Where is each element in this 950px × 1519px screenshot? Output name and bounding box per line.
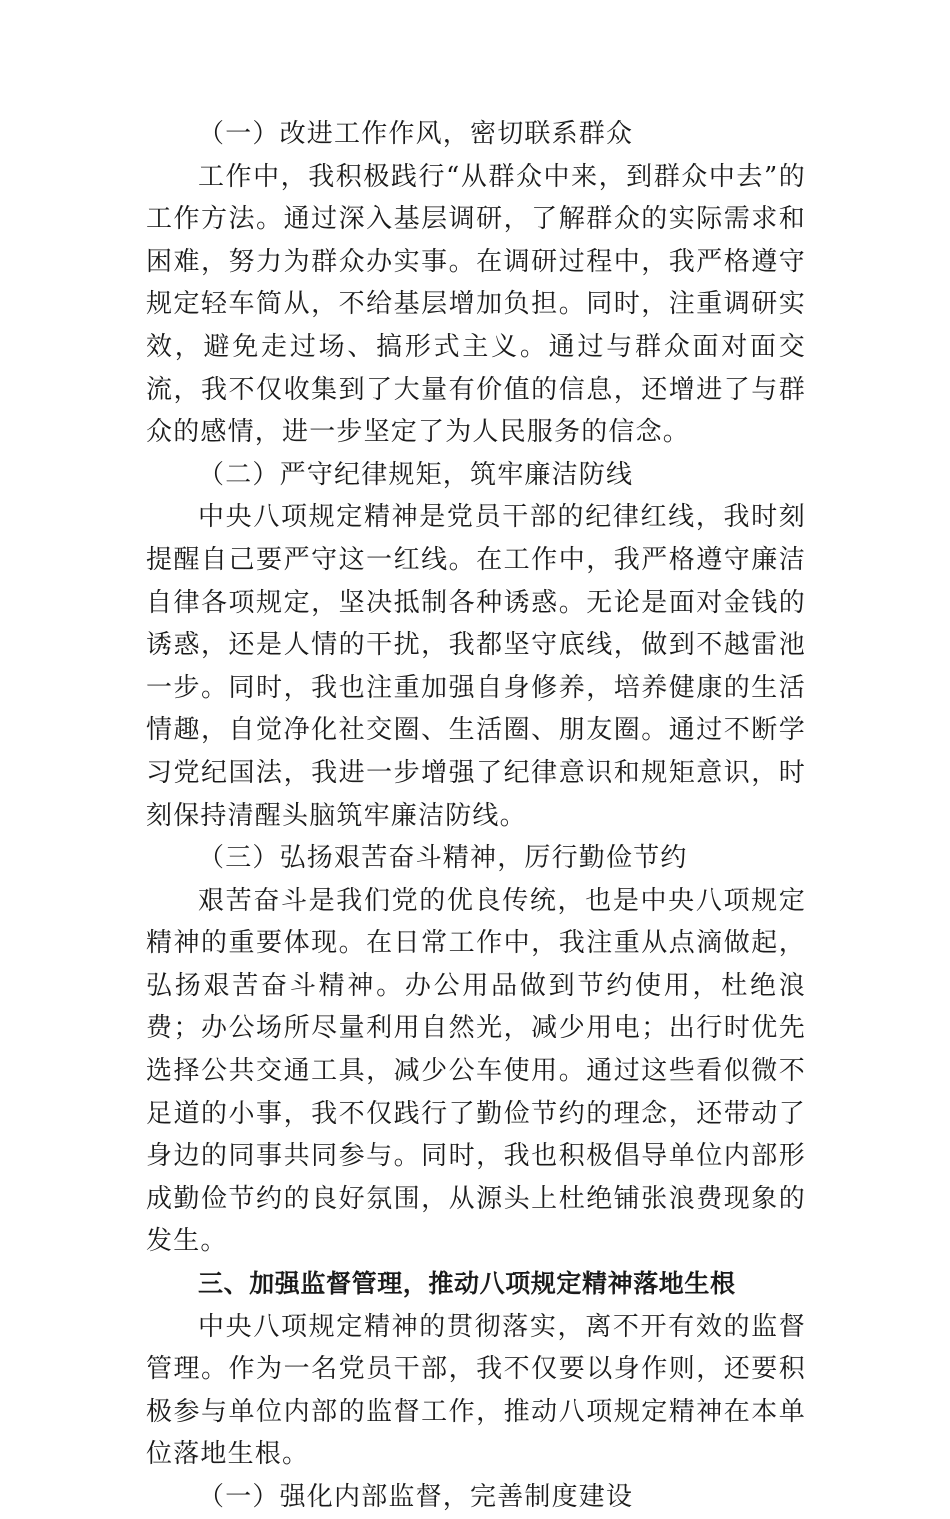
paragraph-improve-work-style: 工作中，我积极践行“从群众中来，到群众中去”的工作方法。通过深入基层调研，了解群众的实际需求和困难，努力为群众办实事。在调研过程中，我严格遵守规定轻车简从，不给基层增加负担。同时，注重调研实效，避免走过场、搞形式主义。通过与群众面对面交流，我不仅收集到了大量有价值的信息，还增进了与群众的感情，进一步坚定了为人民服务的信念。 [146,161,806,448]
subsection-heading-frugality: （三）弘扬艰苦奋斗精神，厉行勤俭节约 [198,843,688,874]
subsection-heading-internal-supervision: （一）强化内部监督，完善制度建设 [198,1482,634,1512]
paragraph-supervision: 中央八项规定精神的贯彻落实，离不开有效的监督管理。作为一名党员干部，我不仅要以身作则，还要积极参与单位内部的监督工作，推动八项规定精神在本单位落地生根。 [146,1311,806,1470]
paragraph-frugality: 艰苦奋斗是我们党的优良传统，也是中央八项规定精神的重要体现。在日常工作中，我注重从点滴做起，弘扬艰苦奋斗精神。办公用品做到节约使用，杜绝浪费；办公场所尽量利用自然光，减少用电；出行时优先选择公共交通工具，减少公车使用。通过这些看似微不足道的小事，我不仅践行了勤俭节约的理念，还带动了身边的同事共同参与。同时，我也积极倡导单位内部形成勤俭节约的良好氛围，从源头上杜绝铺张浪费现象的发生。 [146,885,806,1257]
section-heading-supervision: 三、加强监督管理，推动八项规定精神落地生根 [198,1269,736,1299]
subsection-heading-discipline: （二）严守纪律规矩，筑牢廉洁防线 [198,459,634,490]
document-body [146,113,806,1519]
subsection-heading-improve-work-style: （一）改进工作作风，密切联系群众 [198,119,634,149]
paragraph-discipline: 中央八项规定精神是党员干部的纪律红线，我时刻提醒自己要严守这一红线。在工作中，我严格遵守廉洁自律各项规定，坚决抵制各种诱惑。无论是面对金钱的诱惑，还是人情的干扰，我都坚守底线，做到不越雷池一步。同时，我也注重加强自身修养，培养健康的生活情趣，自觉净化社交圈、生活圈、朋友圈。通过不断学习党纪国法，我进一步增强了纪律意识和规矩意识，时刻保持清醒头脑筑牢廉洁防线。 [146,502,806,831]
